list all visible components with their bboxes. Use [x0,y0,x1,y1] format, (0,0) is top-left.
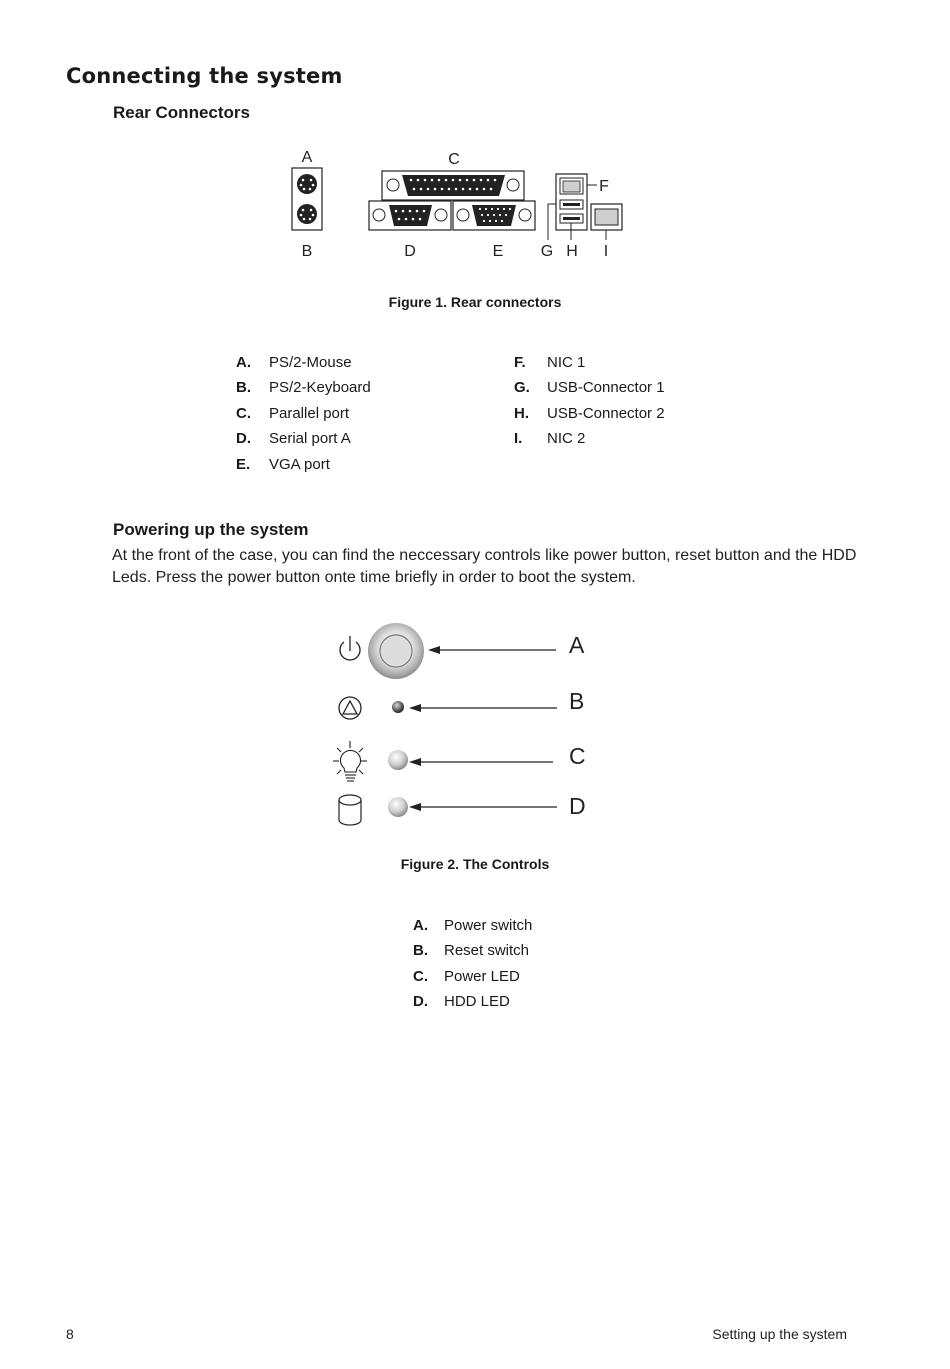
figure1-label-e: E [492,243,504,260]
reset-switch [392,701,404,713]
figure1-label-d: D [404,243,416,260]
controls-list: A. Power switch B. Reset switch C. Power LED D. HDD LED [413,917,533,1010]
power-led-icon [333,741,367,781]
figure2-caption: Figure 2. The Controls [400,856,550,872]
footer-section-name: Setting up the system [712,1326,847,1342]
section-body-text: At the front of the case, you can find the neccessary controls like power button, reset button and the HDD Leds. Press the power button onte time briefly in order to boot the system. [112,547,857,586]
parallel-port [382,171,524,200]
power-switch [368,623,424,679]
reset-icon [339,697,361,719]
section-heading-powering-up: Powering up the system [113,520,309,539]
hdd-icon [339,795,361,825]
nic2-port [591,204,622,240]
figure2-label-c: C [569,743,586,769]
rear-connector-list-left: A. PS/2-Mouse B. PS/2-Keyboard C. Parallel port D. Serial port A E. VGA port [236,354,371,473]
figure1-label-a: A [301,149,313,166]
figure2-label-a: A [569,632,585,658]
figure1-label-i: I [603,243,609,260]
serial-port [369,201,451,230]
hdd-led [388,797,408,817]
power-led [388,750,408,770]
figure1-label-g: G [540,243,554,260]
nic1-usb-stack [548,174,597,240]
section-heading-rear-connectors: Rear Connectors [113,103,250,122]
power-icon [340,636,360,660]
rear-connectors-figure [280,140,640,265]
page-title: Connecting the system [66,64,343,88]
figure1-label-f: F [599,178,609,195]
figure1-label-h: H [566,243,578,260]
figure1-label-c: C [448,151,460,168]
controls-figure [320,615,600,835]
page-number: 8 [66,1326,74,1342]
figure2-label-d: D [569,793,586,819]
rear-connector-list-right: F. NIC 1 G. USB-Connector 1 H. USB-Connector 2 I. NIC 2 [514,354,665,447]
ps2-ports [292,168,322,230]
vga-port [453,201,535,230]
figure2-label-b: B [569,688,585,714]
figure1-caption: Figure 1. Rear connectors [388,294,562,310]
figure1-label-b: B [301,243,313,260]
